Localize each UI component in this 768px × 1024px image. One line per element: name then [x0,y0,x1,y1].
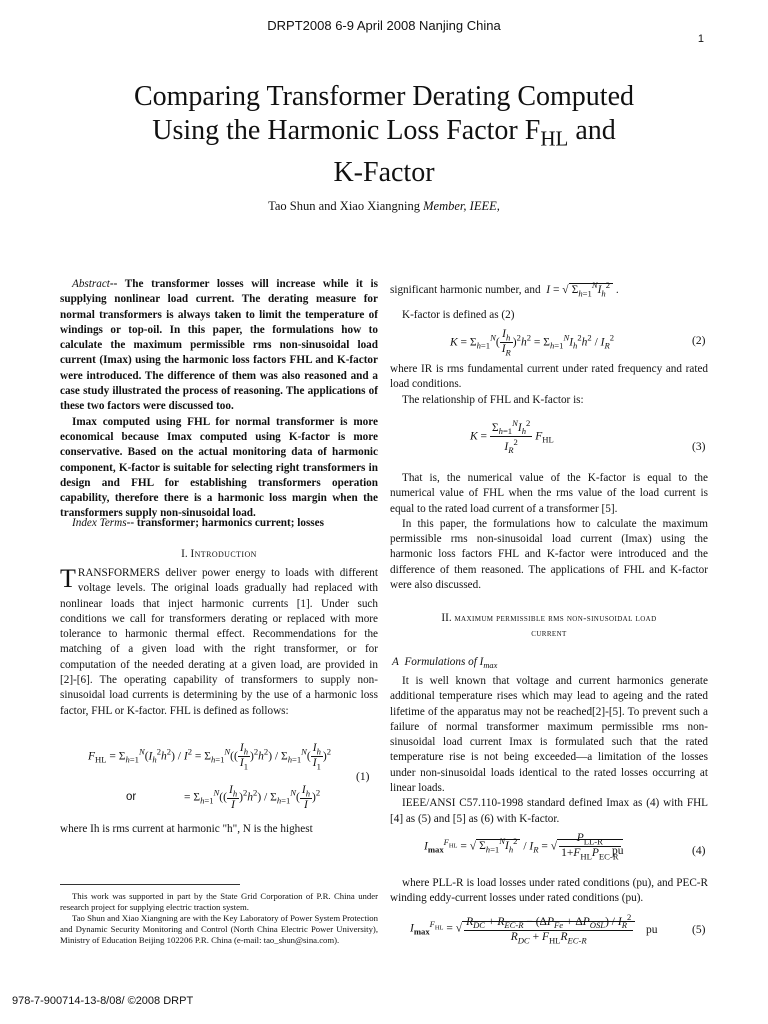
section-2-number: II. [441,612,452,624]
drop-cap: T [60,564,76,593]
equation-4: $I_{max}^{F_{HL}}$ = √ $\Sigma_{h=1}^NI_h^2 / I_R$ = √ $\frac{P_{LL-R}}{1+F_{HL}P_{EC-R}}$ [424,832,623,862]
title-line-2 [90,114,678,156]
title-line-2b: and [568,115,616,146]
abstract-paragraph-2: Imax computed using FHL for normal transformer is more economical because Imax computed using K-factor is more conservative. Based on the actual monitoring data of harmonic component, K-factor is suitable for selecting right transformers in design and FHL for establishing transformers operation capability, therefore there is a harmonic loss margin when the transformers supply non-sinusoidal load. [60,415,378,520]
section-1-heading [60,547,378,562]
after-equation-1-text: where Ih is rms current at harmonic "h", N is the highest [60,823,313,835]
equation-3-number: (3) [692,441,706,453]
equation-1-line-1: $F_{HL} = \Sigma_{h=1}^N(I_h^2h^2) / I^2 = \Sigma_{h=1}^N$(( $\frac{I_h}{I_1}$ )$^2h^2) / \Sigma_{h=1}^N$( $\frac{I_h}{I_1}$ )$^2$ [88,742,332,772]
index-terms [60,516,378,531]
section-2-heading [390,611,708,643]
equation-1-or: or [126,791,137,803]
footnote-separator [60,884,240,885]
equation-5-pu: pu [646,924,658,936]
paragraph-ieee: IEEE/ANSI C57.110-1998 standard defined Imax as (4) with FHL [4] as (5) and [5] as (6) with K-factor. [390,797,708,825]
after-equation-2-text: where IR is rms fundamental current under rated frequency and rated load conditions. [390,363,708,391]
subsection-a-sub: max [483,661,498,671]
after-equation-1 [60,822,378,837]
intro-paragraph-text: RANSFORMERS deliver power energy to loads with different voltage levels. The original loads gradually had replaced with nonlinear loads that inject harmonic currents [1]. Under such conditions we call for transformers derating or replaced with more tolerance to harmonic thermal effect. Recommendations for the matching of a given load with the right transformer, or for computation of the needed derating at a given load, are provided in [2]-[6]. The operating capability of transformers to supply non-sinusoidal load currents is determining by the use of a harmonic loss factor, FHL or K-factor. FHL is defined as follows: [60,567,378,717]
equation-i-definition: I = √ $\Sigma_{h=1}^NI_h^2$ . [546,280,619,299]
conference-header: DRPT2008 6-9 April 2008 Nanjing China [267,18,501,33]
k-factor-definition [390,308,708,323]
footnote-1: This work was supported in part by the State Grid Corporation of P.R. China under research project for supplying electric traction system. [60,891,378,912]
index-terms-text: -- transformer; harmonics current; losses [126,517,324,529]
right-paragraphs [390,471,708,593]
equation-5: $I_{max}^{F_{HL}}$ = √ $\frac{R_{DC} + R_{EC-R} - (\Delta P_{Fe} + \Delta P_{OSL}) / I_R^2}{R_{DC} + F_{HL}R_{EC-R}}$ [410,912,635,945]
index-terms-label: Index Terms [72,517,127,529]
authors [0,199,768,214]
subsection-a-label: A [392,656,399,668]
equation-2: $K = \Sigma_{h=1}^N$( $\frac{I_h}{I_R}$ )$^2h^2 = \Sigma_{h=1}^NI_h^2h^2 / I_R^2$ [450,328,615,358]
continuation-text: significant harmonic number, and [390,283,541,296]
right-paragraphs-2 [390,674,708,827]
relationship-text: The relationship of FHL and K-factor is: [402,393,584,406]
author-role: Member, IEEE, [423,199,500,213]
abstract-paragraph-1 [60,277,378,415]
section-2-title-1: maximum permissible rms non-sinusoidal load [454,614,657,624]
paper-title [90,80,678,190]
after-equation-2 [390,362,708,408]
section-1-title: Introduction [190,548,257,560]
footnote-2: Tao Shun and Xiao Xiangning are with the Key Laboratory of Power System Protection and Dynamic Security Monitoring and Control (North China Electric Power University), Ministry of Education Beijing 102206 P.R. China (e-mail: tao_shun@sina.com). [60,913,378,945]
isbn-footer: 978-7-900714-13-8/08/ ©2008 DRPT [12,995,194,1007]
after-equation-4 [390,876,708,907]
abstract [60,277,378,522]
abstract-label: Abstract [72,278,110,290]
equation-4-number: (4) [692,845,706,857]
subsection-a-title: Formulations of I [404,656,484,668]
equation-5-number: (5) [692,924,706,936]
paragraph-in-this-paper: In this paper, the formulations how to calculate the maximum permissible rms non-sinusoidal load current (Imax) using the harmonic loss factors FHL and K-factor were introduced and the difference of them reasoned. The applications of FHL and K-factor were also discussed. [390,517,708,592]
title-line-1: Comparing Transformer Derating Computed [133,81,635,112]
equation-1-number: (1) [356,771,370,783]
title-line-3: K-Factor [333,156,435,188]
k-factor-definition-text: K-factor is defined as (2) [402,309,515,321]
intro-paragraph [60,566,378,719]
right-col-continuation [390,278,708,301]
equation-1-line-2: = $\Sigma_{h=1}^N$(( $\frac{I_h}{I}$ )$^2h^2) / \Sigma_{h=1}^N$( $\frac{I_h}{I}$ )$^2$ [184,784,321,812]
intro-text [60,566,378,719]
equation-4-pu: pu [612,845,624,857]
subsection-a-heading [390,655,708,674]
abstract-text-1: -- The transformer losses will increase while it is supplying nonlinear load current. The derating measure for normal transformers is always taken to limit the temperature of windings or top-oil. In this paper, the formulations how to calculate the maximum permissible rms non-sinusoidal load current (Imax) using the harmonic loss factors FHL and K-factor were introduced. The difference of them was also reasoned and a case study illustrated the process of reasoning. The applications of these two factors were discussed too. [60,278,378,413]
equation-2-number: (2) [692,335,706,347]
paragraph-well-known: It is well known that voltage and current harmonics generate additional temperature rises which may lead to ageing and the rated lifetime of the apparatus may not be reached[2]-[5]. To prevent such a failure of normal transformer maximum permissible rms non-sinusoidal load current Imax is formulated such that the rated temperature rise is not being exceeded—a limitation of the losses under non-sinusoidal loads identical to the rated losses occurring at linear loads. [390,675,708,795]
footnotes [60,891,378,946]
paragraph-that-is: That is, the numerical value of the K-factor is equal to the numerical value of FHL when the rms value of the load current is equal to the rated load current of a transformer [5]. [390,472,708,515]
equation-3: K = $\frac{\Sigma_{h=1}^NI_h^2}{I_R^2}$ $F_{HL}$ [470,418,554,456]
section-1-number: I. [181,548,188,560]
page-number: 1 [697,33,704,45]
section-2-title-2: current [531,629,567,640]
title-line-2-sub: HL [540,126,569,151]
title-line-2a: Using the Harmonic Loss Factor F [152,115,541,146]
author-names: Tao Shun and Xiao Xiangning [268,199,421,213]
after-equation-4-text: where PLL-R is load losses under rated conditions (pu), and PEC-R winding eddy-current losses under rated conditions (pu). [390,877,708,905]
